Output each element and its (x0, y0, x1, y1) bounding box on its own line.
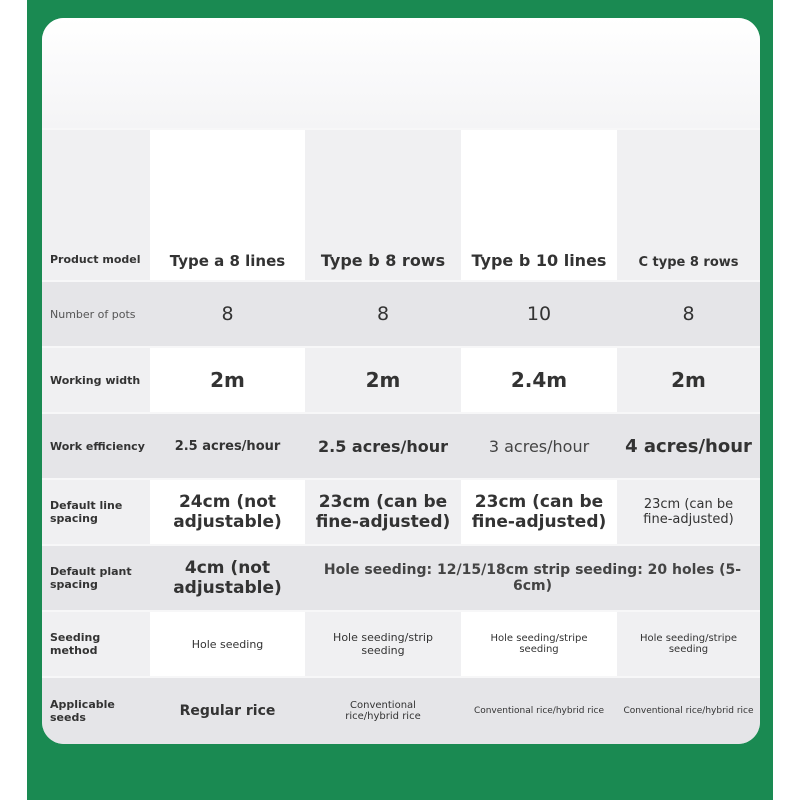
table-cell (461, 612, 617, 676)
row-label: Working width (42, 348, 150, 412)
cell-value: 3 acres/hour (488, 436, 590, 456)
table-cell (150, 480, 305, 544)
cell-value: 24cm (not adjustable) (173, 492, 282, 532)
table-cell (617, 348, 760, 412)
table-row (42, 414, 760, 478)
product-model: Type a 8 lines (169, 252, 286, 270)
table-cell (150, 612, 305, 676)
table-cell (617, 612, 760, 676)
cell-value: 2.4m (510, 368, 568, 392)
table-cell (461, 282, 617, 346)
table-cell (617, 414, 760, 478)
row-label: Default plant spacing (50, 565, 132, 591)
table-cell (617, 282, 760, 346)
table-cell (305, 678, 461, 744)
table-row (42, 678, 760, 744)
row-label: Default line spacing (42, 480, 150, 544)
table-row (42, 480, 760, 544)
table-cell (305, 348, 461, 412)
table-cell (617, 130, 760, 280)
table-cell (305, 282, 461, 346)
cell-value: 8 (376, 303, 390, 325)
cell-value: Hole seeding (191, 637, 264, 651)
cell-value: 8 (682, 303, 695, 325)
row-label: Work efficiency (50, 439, 145, 453)
cell-value: Hole seeding/stripe seeding (640, 633, 737, 655)
cell-value: Hole seeding/stripe seeding (490, 633, 588, 655)
cell-value: 2m (365, 368, 401, 392)
card-header-area (42, 18, 760, 128)
merged-plant-spacing-cell (305, 546, 760, 610)
table-cell (461, 678, 617, 744)
cell-value: 2.5 acres/hour (174, 438, 281, 454)
product-model: Type b 10 lines (471, 251, 607, 270)
comparison-card (42, 18, 760, 744)
row-label: Number of pots (50, 307, 136, 321)
cell-value: Conventional rice/hybrid rice (345, 700, 421, 722)
product-model: C type 8 rows (638, 255, 739, 270)
cell-value: Hole seeding: 12/15/18cm strip seeding: 20 holes (5-6cm) (323, 562, 742, 594)
cell-value: 4 acres/hour (625, 435, 752, 457)
table-cell (617, 678, 760, 744)
table-cell (150, 282, 305, 346)
table-cell (305, 414, 461, 478)
row-label: Product model (42, 130, 150, 280)
table-row (42, 282, 760, 346)
cell-value: 2m (671, 368, 706, 392)
table-cell (150, 348, 305, 412)
table-row (42, 130, 760, 280)
table-cell (461, 348, 617, 412)
table-cell (461, 130, 617, 280)
product-model: Type b 8 rows (320, 251, 446, 270)
table-cell (150, 414, 305, 478)
table-cell (150, 546, 305, 610)
table-cell (150, 678, 305, 744)
cell-value: 10 (526, 303, 552, 325)
cell-value: 23cm (can be fine-adjusted) (643, 497, 734, 527)
cell-value: 23cm (can be fine-adjusted) (315, 492, 451, 532)
cell-value: Conventional rice/hybrid rice (473, 706, 605, 716)
cell-value: Regular rice (179, 703, 276, 719)
cell-value: Hole seeding/strip seeding (333, 631, 433, 657)
table-cell (305, 480, 461, 544)
cell-value: 8 (221, 303, 234, 325)
table-row (42, 348, 760, 412)
table-cell (617, 480, 760, 544)
table-cell (305, 612, 461, 676)
cell-value: 4cm (not adjustable) (173, 558, 282, 598)
table-row (42, 612, 760, 676)
table-cell (150, 130, 305, 280)
cell-value: 2.5 acres/hour (318, 436, 448, 456)
table-cell (461, 480, 617, 544)
row-label: Applicable seeds (50, 698, 115, 724)
row-label: Seeding method (42, 612, 150, 676)
table-row (42, 546, 760, 610)
table-cell (461, 414, 617, 478)
table-cell (305, 130, 461, 280)
cell-value: 2m (210, 368, 245, 392)
cell-value: Conventional rice/hybrid rice (623, 706, 754, 716)
cell-value: 23cm (can be fine-adjusted) (471, 492, 607, 532)
